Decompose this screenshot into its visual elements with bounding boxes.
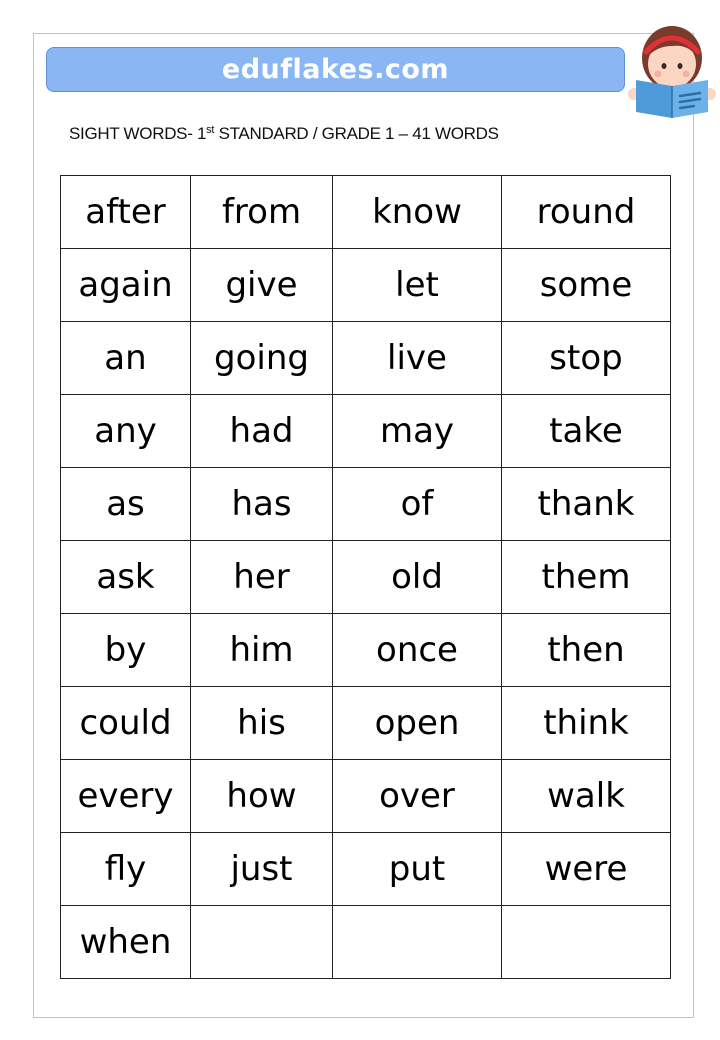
table-row (61, 614, 671, 687)
sight-word-cell: round (502, 176, 671, 249)
sight-word-cell: any (61, 395, 191, 468)
sight-word-cell: over (333, 760, 502, 833)
table-row (61, 249, 671, 322)
empty-cell (333, 906, 502, 979)
sight-word-cell: were (502, 833, 671, 906)
sight-words-table (60, 175, 671, 979)
table-row (61, 906, 671, 979)
table-row (61, 176, 671, 249)
sight-word-cell: them (502, 541, 671, 614)
sight-word-cell: give (191, 249, 333, 322)
worksheet-subtitle (69, 124, 499, 144)
sight-word-cell: could (61, 687, 191, 760)
sight-word-cell: then (502, 614, 671, 687)
sight-word-cell: ask (61, 541, 191, 614)
sight-word-cell: just (191, 833, 333, 906)
empty-cell (191, 906, 333, 979)
subtitle-prefix: SIGHT WORDS- 1 (69, 124, 207, 143)
sight-word-cell: after (61, 176, 191, 249)
sight-word-cell: his (191, 687, 333, 760)
table-row (61, 468, 671, 541)
child-reading-book-icon (628, 18, 716, 120)
sight-word-cell: fly (61, 833, 191, 906)
sight-word-cell: her (191, 541, 333, 614)
sight-word-cell: may (333, 395, 502, 468)
sight-word-cell: once (333, 614, 502, 687)
site-title: eduflakes.com (221, 54, 450, 85)
sight-word-cell: every (61, 760, 191, 833)
sight-word-cell: walk (502, 760, 671, 833)
site-banner (46, 47, 625, 92)
sight-word-cell: stop (502, 322, 671, 395)
table-row (61, 322, 671, 395)
sight-word-cell: thank (502, 468, 671, 541)
table-row (61, 833, 671, 906)
subtitle-superscript: st (206, 124, 215, 136)
sight-word-cell: again (61, 249, 191, 322)
empty-cell (502, 906, 671, 979)
table-row (61, 687, 671, 760)
sight-word-cell: put (333, 833, 502, 906)
sight-word-cell: how (191, 760, 333, 833)
sight-word-cell: know (333, 176, 502, 249)
sight-word-cell: old (333, 541, 502, 614)
sight-word-cell: let (333, 249, 502, 322)
sight-word-cell: think (502, 687, 671, 760)
sight-word-cell: take (502, 395, 671, 468)
sight-word-cell: when (61, 906, 191, 979)
sight-word-cell: open (333, 687, 502, 760)
sight-word-cell: some (502, 249, 671, 322)
sight-words-table-body (61, 176, 671, 979)
table-row (61, 541, 671, 614)
sight-word-cell: live (333, 322, 502, 395)
sight-word-cell: as (61, 468, 191, 541)
subtitle-suffix: STANDARD / GRADE 1 – 41 WORDS (214, 124, 499, 143)
sight-word-cell: going (191, 322, 333, 395)
table-row (61, 760, 671, 833)
sight-word-cell: had (191, 395, 333, 468)
sight-word-cell: of (333, 468, 502, 541)
sight-word-cell: has (191, 468, 333, 541)
sight-word-cell: him (191, 614, 333, 687)
sight-word-cell: from (191, 176, 333, 249)
sight-word-cell: an (61, 322, 191, 395)
table-row (61, 395, 671, 468)
sight-word-cell: by (61, 614, 191, 687)
